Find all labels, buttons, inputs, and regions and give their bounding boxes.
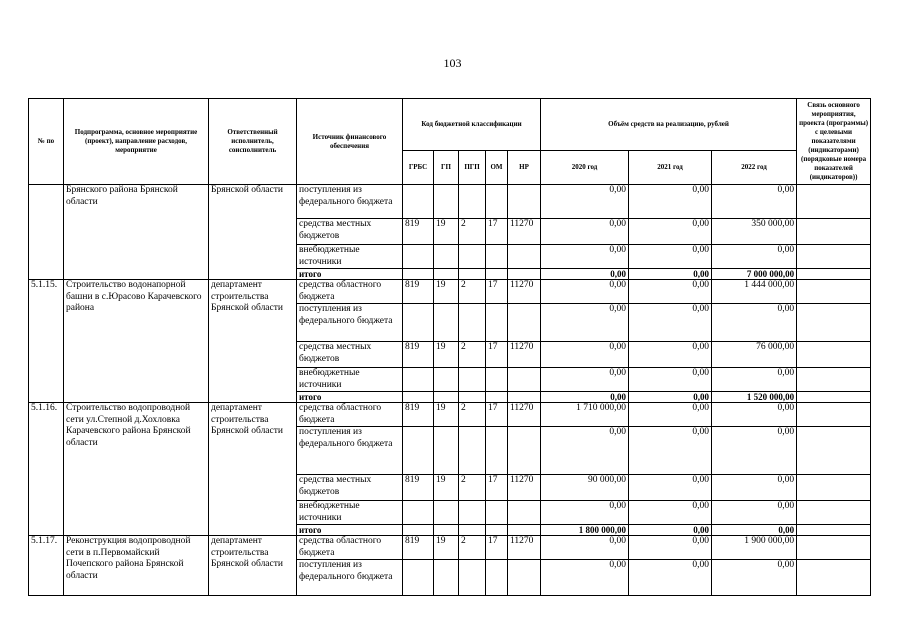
value-2020: 1 800 000,00: [541, 525, 629, 536]
value-2022: 0,00: [712, 185, 797, 219]
code-om: 17: [486, 475, 508, 501]
table-row: [29, 185, 871, 219]
value-2021: 0,00: [629, 427, 712, 475]
table-row: [29, 536, 871, 560]
code-grbs: 819: [403, 403, 434, 427]
header-volume: Объём средств на реализацию, рублей: [541, 99, 797, 151]
code-om: 17: [486, 536, 508, 560]
source-label: поступления из федерального бюджета: [297, 560, 403, 596]
source-label: поступления из федерального бюджета: [297, 304, 403, 342]
row-number: 5.1.15.: [29, 280, 64, 403]
source-label: средства местных бюджетов: [297, 475, 403, 501]
source-label: средства областного бюджета: [297, 403, 403, 427]
source-label: внебюджетные источники: [297, 245, 403, 269]
value-2022: 76 000,00: [712, 342, 797, 368]
event-title: Брянского района Брянской области: [64, 185, 209, 280]
value-2020: 0,00: [541, 304, 629, 342]
code-nr: 11270: [508, 536, 541, 560]
value-2022: 350 000,00: [712, 219, 797, 245]
header-om: ОМ: [486, 151, 508, 185]
source-label: средства местных бюджетов: [297, 219, 403, 245]
value-2021: 0,00: [629, 501, 712, 525]
event-title: Реконструкция водопроводной сети в п.Первомайский Почепского района Брянской области: [64, 536, 209, 596]
header-grbs: ГРБС: [403, 151, 434, 185]
source-label: средства местных бюджетов: [297, 342, 403, 368]
value-2021: 0,00: [629, 403, 712, 427]
source-label: внебюджетные источники: [297, 501, 403, 525]
code-grbs: 819: [403, 342, 434, 368]
code-nr: 11270: [508, 342, 541, 368]
source-label: итого: [297, 525, 403, 536]
value-2020: 0,00: [541, 280, 629, 304]
code-pgp: 2: [459, 342, 486, 368]
value-2020: 0,00: [541, 427, 629, 475]
source-label: внебюджетные источники: [297, 368, 403, 392]
value-2022: 7 000 000,00: [712, 269, 797, 280]
value-2020: 0,00: [541, 501, 629, 525]
value-2021: 0,00: [629, 392, 712, 403]
value-2020: 0,00: [541, 342, 629, 368]
value-2021: 0,00: [629, 342, 712, 368]
header-2022: 2022 год: [712, 151, 797, 185]
code-gp: 19: [434, 219, 459, 245]
code-om: 17: [486, 342, 508, 368]
code-grbs: 819: [403, 280, 434, 304]
code-pgp: 2: [459, 403, 486, 427]
value-2021: 0,00: [629, 185, 712, 219]
code-nr: 11270: [508, 219, 541, 245]
code-grbs: 819: [403, 475, 434, 501]
code-gp: 19: [434, 403, 459, 427]
value-2020: 0,00: [541, 392, 629, 403]
row-number: 5.1.16.: [29, 403, 64, 536]
value-2022: 1 900 000,00: [712, 536, 797, 560]
code-pgp: 2: [459, 219, 486, 245]
header-budget-code: Код бюджетной классификации: [403, 99, 541, 151]
value-2022: 0,00: [712, 245, 797, 269]
executor: департамент строительства Брянской области: [209, 280, 297, 403]
value-2022: 0,00: [712, 501, 797, 525]
code-gp: 19: [434, 475, 459, 501]
table-row: [29, 403, 871, 427]
value-2020: 0,00: [541, 219, 629, 245]
value-2022: 1 444 000,00: [712, 280, 797, 304]
header-source: Источник финансового обеспечения: [297, 99, 403, 185]
value-2021: 0,00: [629, 560, 712, 596]
event-title: Строительство водонапорной башни в с.Юрасово Карачевского района: [64, 280, 209, 403]
value-2022: 0,00: [712, 368, 797, 392]
header-subprogram: Подпрограмма, основное мероприятие (проект), направление расходов, мероприятие: [64, 99, 209, 185]
value-2020: 0,00: [541, 536, 629, 560]
value-2020: 90 000,00: [541, 475, 629, 501]
header-2020: 2020 год: [541, 151, 629, 185]
row-number: 5.1.17.: [29, 536, 64, 596]
value-2021: 0,00: [629, 219, 712, 245]
table-row: [29, 280, 871, 304]
source-label: итого: [297, 269, 403, 280]
header-pgp: ПГП: [459, 151, 486, 185]
source-label: итого: [297, 392, 403, 403]
value-2021: 0,00: [629, 280, 712, 304]
value-2021: 0,00: [629, 269, 712, 280]
code-pgp: 2: [459, 475, 486, 501]
value-2022: 0,00: [712, 475, 797, 501]
row-number: [29, 185, 64, 280]
source-label: поступления из федерального бюджета: [297, 185, 403, 219]
value-2022: 0,00: [712, 525, 797, 536]
value-2022: 0,00: [712, 304, 797, 342]
value-2021: 0,00: [629, 536, 712, 560]
value-2021: 0,00: [629, 368, 712, 392]
value-2022: 1 520 000,00: [712, 392, 797, 403]
code-gp: 19: [434, 342, 459, 368]
header-link: Связь основного мероприятия, проекта (программы) с целевыми показателями (индикаторами) (порядковые номера показателей (индикаторов)): [797, 99, 871, 185]
header-executor: Ответственный исполнитель, соисполнитель: [209, 99, 297, 185]
executor: департамент строительства Брянской области: [209, 536, 297, 596]
code-nr: 11270: [508, 475, 541, 501]
code-om: 17: [486, 280, 508, 304]
source-label: средства областного бюджета: [297, 536, 403, 560]
value-2021: 0,00: [629, 525, 712, 536]
value-2020: 0,00: [541, 245, 629, 269]
value-2022: 0,00: [712, 403, 797, 427]
value-2022: 0,00: [712, 560, 797, 596]
value-2022: 0,00: [712, 427, 797, 475]
value-2020: 0,00: [541, 368, 629, 392]
code-gp: 19: [434, 280, 459, 304]
code-grbs: 819: [403, 219, 434, 245]
page-number: 103: [443, 56, 462, 70]
source-label: средства областного бюджета: [297, 280, 403, 304]
value-2020: 1 710 000,00: [541, 403, 629, 427]
value-2020: 0,00: [541, 269, 629, 280]
header-nr: НР: [508, 151, 541, 185]
value-2021: 0,00: [629, 245, 712, 269]
code-nr: 11270: [508, 403, 541, 427]
code-grbs: 819: [403, 536, 434, 560]
code-pgp: 2: [459, 280, 486, 304]
code-gp: 19: [434, 536, 459, 560]
code-pgp: 2: [459, 536, 486, 560]
code-nr: 11270: [508, 280, 541, 304]
event-title: Строительство водопроводной сети ул.Степной д.Хохловка Карачевского района Брянской области: [64, 403, 209, 536]
code-om: 17: [486, 403, 508, 427]
header-2021: 2021 год: [629, 151, 712, 185]
executor: департамент строительства Брянской области: [209, 403, 297, 536]
value-2021: 0,00: [629, 304, 712, 342]
budget-table: [28, 98, 871, 596]
executor: Брянской области: [209, 185, 297, 280]
value-2021: 0,00: [629, 475, 712, 501]
header-no: № по: [29, 99, 64, 185]
code-om: 17: [486, 219, 508, 245]
source-label: поступления из федерального бюджета: [297, 427, 403, 475]
header-gp: ГП: [434, 151, 459, 185]
value-2020: 0,00: [541, 185, 629, 219]
value-2020: 0,00: [541, 560, 629, 596]
